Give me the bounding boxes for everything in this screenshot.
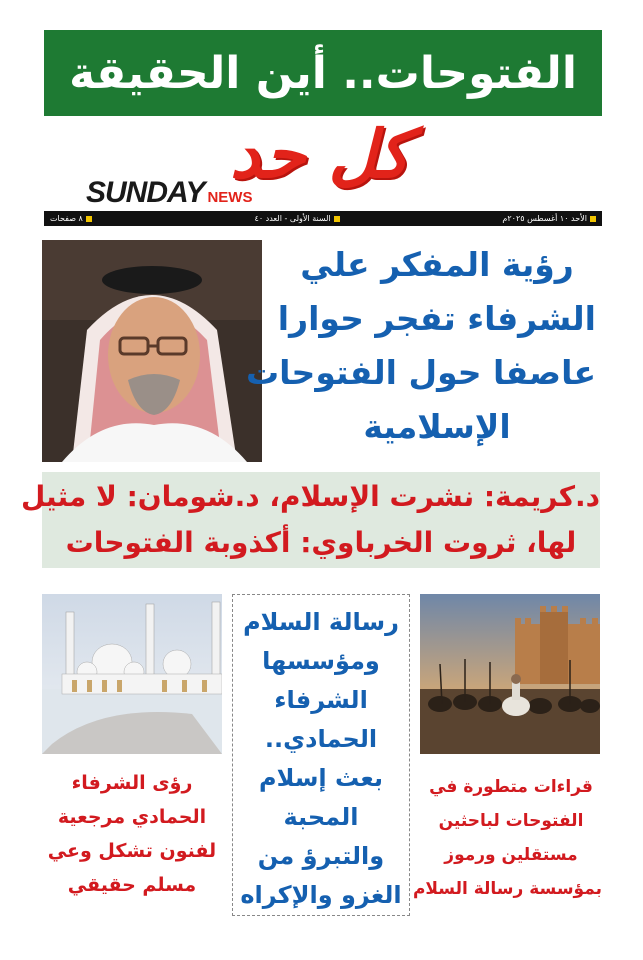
center-line: رسالة السلام — [243, 608, 399, 636]
right-caption-line: الفتوحات لباحثين — [438, 811, 584, 831]
center-line: الحمادي.. — [264, 725, 378, 753]
logo-news: NEWS — [207, 189, 253, 206]
center-line: ومؤسسها — [262, 647, 380, 675]
quote-line: لها، ثروت الخرباوي: أكذوبة الفتوحات — [65, 526, 577, 559]
strip-issue: السنة الأولى - العدد ٤٠ — [255, 214, 340, 223]
left-caption-line: مسلم حقيقي — [67, 874, 197, 896]
left-caption-line: رؤى الشرفاء — [71, 772, 193, 794]
center-line: والتبرؤ من — [257, 842, 385, 870]
center-line: بعث إسلام — [259, 764, 383, 792]
logo-arabic: كل حد — [230, 115, 410, 193]
issue-info-strip — [44, 211, 602, 226]
battle-painting — [420, 594, 600, 754]
top-banner — [44, 30, 602, 116]
center-line: الشرفاء — [274, 686, 368, 714]
right-caption-line: بمؤسسة رسالة السلام — [412, 879, 602, 899]
headline-line: رؤية المفكر علي — [300, 245, 574, 284]
mosque-photo — [42, 594, 222, 754]
center-column-story — [232, 594, 410, 916]
center-line: الغزو والإكراه — [240, 881, 402, 909]
quote-line: د.كريمة: نشرت الإسلام، د.شومان: لا مثيل — [21, 480, 600, 513]
headline-line: الشرفاء تفجر حوارا — [277, 299, 596, 338]
right-caption-line: مستقلين ورموز — [444, 845, 578, 865]
left-caption-line: لفنون تشكل وعي — [47, 840, 217, 862]
main-headline — [246, 238, 596, 458]
quotes-box — [21, 472, 600, 568]
right-caption-line: قراءات متطورة في — [429, 777, 593, 797]
left-caption — [42, 766, 222, 902]
logo-english — [86, 176, 386, 208]
logo-sunday: SUNDAY — [86, 176, 205, 209]
center-line: المحبة — [283, 803, 359, 831]
portrait-photo — [42, 240, 262, 462]
headline-line: الإسلامية — [363, 407, 511, 446]
banner-title: الفتوحات.. أين الحقيقة — [69, 47, 577, 99]
left-caption-line: الحمادي مرجعية — [57, 806, 207, 828]
strip-pages: ٨ صفحات — [50, 214, 92, 223]
strip-date: الأحد ١٠ أغسطس ٢٠٢٥م — [502, 214, 596, 223]
right-caption — [412, 770, 602, 906]
headline-line: عاصفا حول الفتوحات — [246, 353, 596, 392]
